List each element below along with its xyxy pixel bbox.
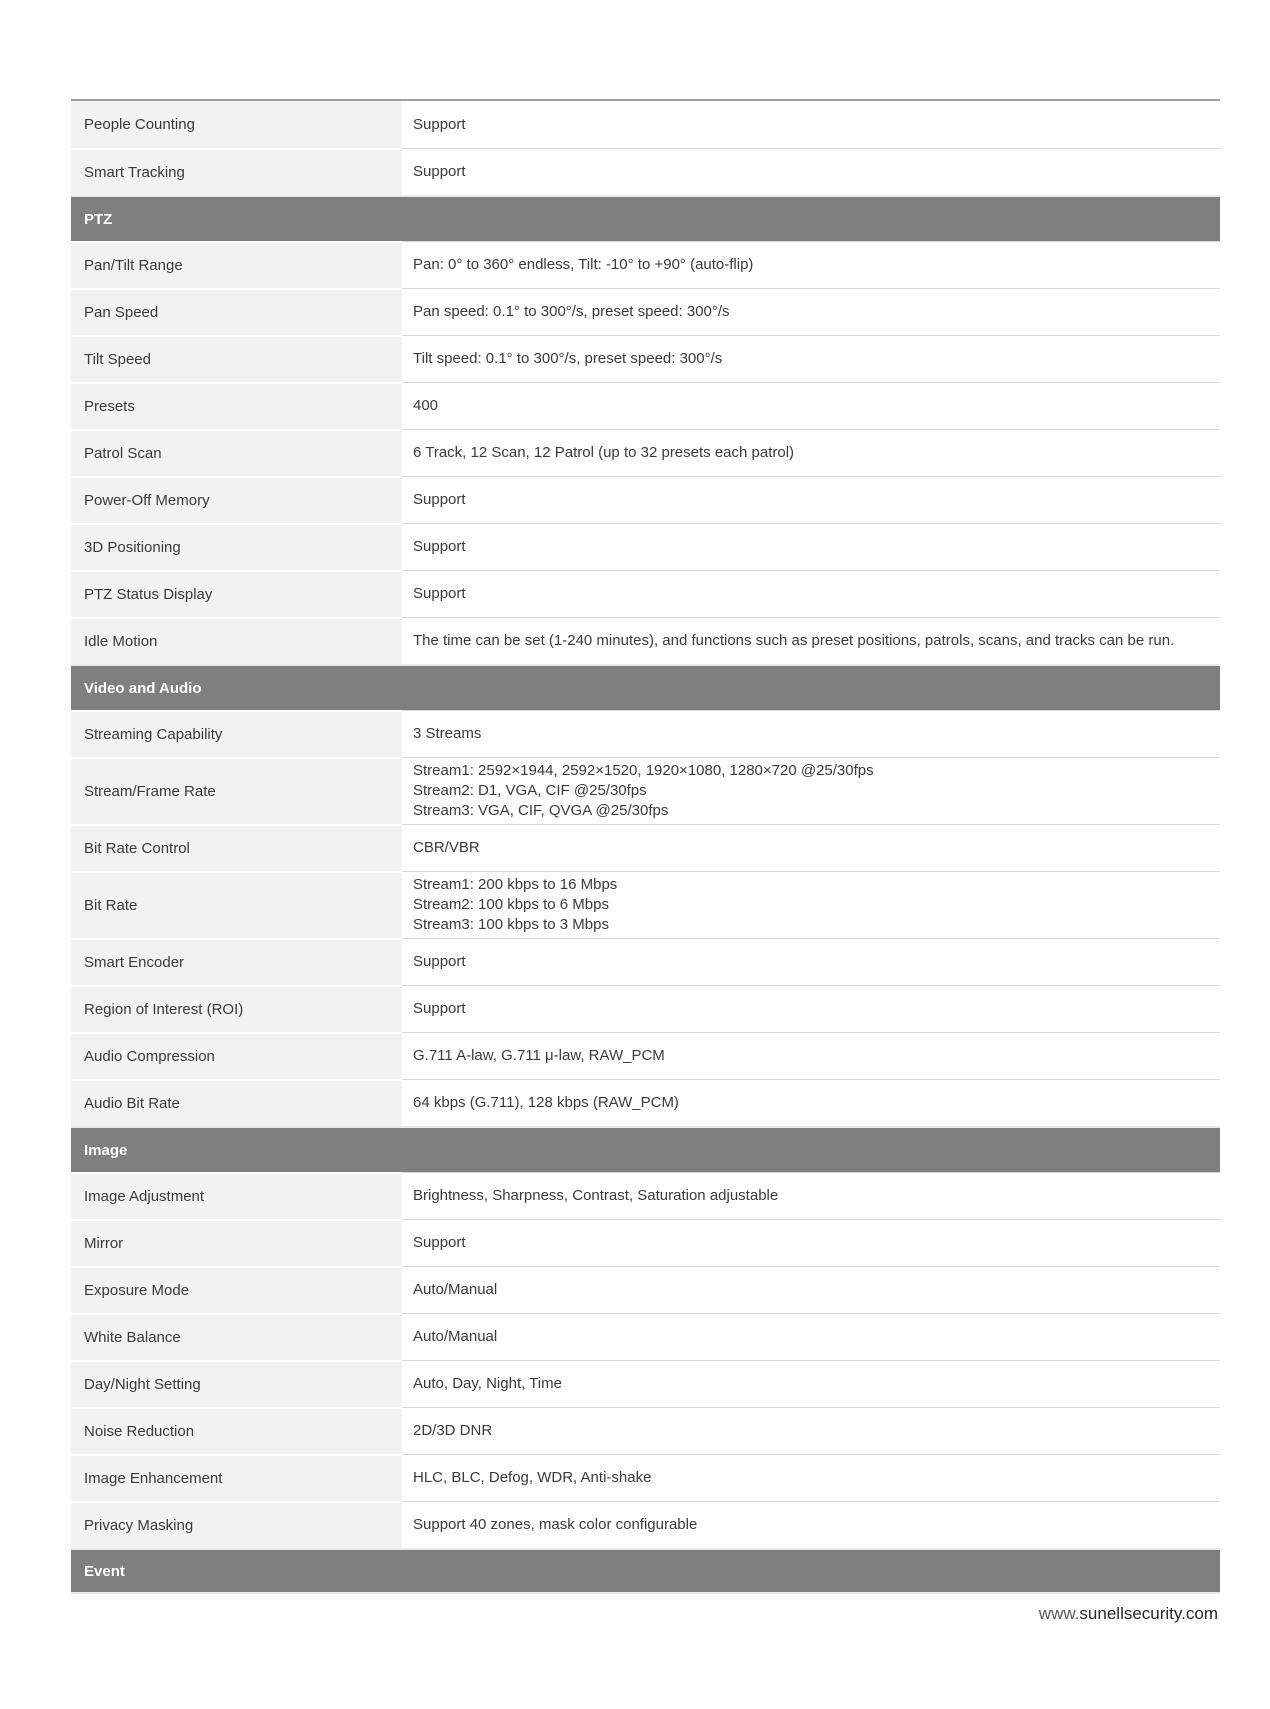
spec-value-line: Tilt speed: 0.1° to 300°/s, preset speed: 300°/s bbox=[413, 350, 723, 367]
spec-value-line: CBR/VBR bbox=[413, 839, 480, 856]
spec-row-value bbox=[402, 1501, 1220, 1548]
spec-row-value bbox=[402, 1407, 1220, 1454]
spec-value-line: Support bbox=[413, 1234, 466, 1251]
spec-value-line: Auto/Manual bbox=[413, 1281, 498, 1298]
section-header-label: PTZ bbox=[84, 210, 113, 228]
spec-row-label: Smart Tracking bbox=[71, 148, 402, 195]
spec-value-line: The time can be set (1-240 minutes), and functions such as preset positions, patrols, scans, and tracks can be run. bbox=[413, 632, 1175, 649]
spec-value-line: Support bbox=[413, 491, 466, 508]
spec-value-line: Support bbox=[413, 1000, 466, 1017]
spec-row-value bbox=[402, 382, 1220, 429]
spec-value-line: 3 Streams bbox=[413, 725, 482, 742]
spec-row-label: Image Adjustment bbox=[71, 1172, 402, 1219]
spec-row-value bbox=[402, 1360, 1220, 1407]
spec-value-line: Support bbox=[413, 585, 466, 602]
spec-value-line: 400 bbox=[413, 397, 439, 414]
spec-row-label: Day/Night Setting bbox=[71, 1360, 402, 1407]
spec-row-label: PTZ Status Display bbox=[71, 570, 402, 617]
spec-value-line: Pan: 0° to 360° endless, Tilt: -10° to +90° (auto-flip) bbox=[413, 256, 754, 273]
spec-value-line: Auto, Day, Night, Time bbox=[413, 1375, 562, 1392]
spec-row-region-of-interest-roi bbox=[71, 985, 1220, 1032]
spec-row-value bbox=[402, 824, 1220, 871]
spec-row-stream-frame-rate bbox=[71, 757, 1220, 824]
spec-row-label: Image Enhancement bbox=[71, 1454, 402, 1501]
spec-row-streaming-capability bbox=[71, 710, 1220, 757]
spec-value-line: Pan speed: 0.1° to 300°/s, preset speed: 300°/s bbox=[413, 303, 730, 320]
spec-row-value bbox=[402, 938, 1220, 985]
spec-value-line: Stream1: 200 kbps to 16 Mbps bbox=[413, 876, 618, 893]
spec-value-line: Stream2: 100 kbps to 6 Mbps bbox=[413, 896, 609, 913]
spec-value-line: Support bbox=[413, 115, 466, 133]
footer-url-domain: sunellsecurity.com bbox=[1079, 1604, 1218, 1623]
spec-row-label: Bit Rate Control bbox=[71, 824, 402, 871]
spec-row-tilt-speed bbox=[71, 335, 1220, 382]
spec-row-value bbox=[402, 288, 1220, 335]
spec-row-patrol-scan bbox=[71, 429, 1220, 476]
spec-row-audio-compression bbox=[71, 1032, 1220, 1079]
spec-row-label: Power-Off Memory bbox=[71, 476, 402, 523]
spec-row-value bbox=[402, 1266, 1220, 1313]
spec-row-smart-tracking bbox=[71, 148, 1220, 195]
spec-row-image-enhancement bbox=[71, 1454, 1220, 1501]
spec-value-line: 64 kbps (G.711), 128 kbps (RAW_PCM) bbox=[413, 1094, 679, 1111]
spec-row-label: Stream/Frame Rate bbox=[71, 757, 402, 824]
footer-url-prefix: www. bbox=[1038, 1604, 1080, 1623]
spec-value-line: HLC, BLC, Defog, WDR, Anti-shake bbox=[413, 1469, 652, 1486]
spec-row-label: Pan Speed bbox=[71, 288, 402, 335]
spec-row-label: Smart Encoder bbox=[71, 938, 402, 985]
spec-row-image-adjustment bbox=[71, 1172, 1220, 1219]
spec-value-line: Auto/Manual bbox=[413, 1328, 498, 1345]
spec-value-line: Support bbox=[413, 538, 466, 555]
spec-row-value bbox=[402, 985, 1220, 1032]
spec-row-value bbox=[402, 1313, 1220, 1360]
spec-value-line: Support 40 zones, mask color configurable bbox=[413, 1516, 698, 1533]
spec-row-bit-rate bbox=[71, 871, 1220, 938]
spec-row-value bbox=[402, 1079, 1220, 1126]
spec-row-label: Exposure Mode bbox=[71, 1266, 402, 1313]
spec-row-value bbox=[402, 570, 1220, 617]
spec-row-bit-rate-control bbox=[71, 824, 1220, 871]
spec-row-value bbox=[402, 1219, 1220, 1266]
spec-row-white-balance bbox=[71, 1313, 1220, 1360]
spec-row-idle-motion bbox=[71, 617, 1220, 664]
spec-row-label: Pan/Tilt Range bbox=[71, 241, 402, 288]
spec-row-value bbox=[402, 101, 1220, 148]
spec-row-smart-encoder bbox=[71, 938, 1220, 985]
section-header-label: Event bbox=[84, 1562, 125, 1580]
spec-value-line: Support bbox=[413, 163, 466, 180]
spec-table bbox=[71, 99, 1220, 1594]
spec-row-label: Bit Rate bbox=[71, 871, 402, 938]
spec-row-label: Mirror bbox=[71, 1219, 402, 1266]
spec-row-label: People Counting bbox=[71, 101, 402, 148]
spec-row-label: Idle Motion bbox=[71, 617, 402, 664]
footer bbox=[1039, 1603, 1218, 1625]
spec-row-noise-reduction bbox=[71, 1407, 1220, 1454]
spec-row-label: Presets bbox=[71, 382, 402, 429]
spec-value-line: Stream1: 2592×1944, 2592×1520, 1920×1080, 1280×720 @25/30fps bbox=[413, 762, 874, 779]
spec-row-privacy-masking bbox=[71, 1501, 1220, 1548]
spec-row-value bbox=[402, 1172, 1220, 1219]
section-header-event bbox=[71, 1548, 1220, 1594]
spec-row-ptz-status-display bbox=[71, 570, 1220, 617]
spec-row-day-night-setting bbox=[71, 1360, 1220, 1407]
spec-value-line: Stream2: D1, VGA, CIF @25/30fps bbox=[413, 782, 647, 799]
spec-row-people-counting bbox=[71, 101, 1220, 148]
section-header-video-and-audio bbox=[71, 664, 1220, 710]
spec-row-label: Privacy Masking bbox=[71, 1501, 402, 1548]
spec-value-line: Stream3: VGA, CIF, QVGA @25/30fps bbox=[413, 802, 669, 819]
spec-row-value bbox=[402, 476, 1220, 523]
spec-row-power-off-memory bbox=[71, 476, 1220, 523]
spec-row-value bbox=[402, 148, 1220, 195]
spec-row-label: Patrol Scan bbox=[71, 429, 402, 476]
spec-value-line: 6 Track, 12 Scan, 12 Patrol (up to 32 presets each patrol) bbox=[413, 444, 795, 461]
section-header-ptz bbox=[71, 195, 1220, 241]
spec-row-presets bbox=[71, 382, 1220, 429]
section-header-label: Image bbox=[84, 1141, 128, 1159]
spec-value-line: G.711 A-law, G.711 μ-law, RAW_PCM bbox=[413, 1047, 665, 1064]
spec-row-audio-bit-rate bbox=[71, 1079, 1220, 1126]
spec-value-line: Brightness, Sharpness, Contrast, Saturation adjustable bbox=[413, 1187, 779, 1204]
spec-row-label: White Balance bbox=[71, 1313, 402, 1360]
section-header-label: Video and Audio bbox=[84, 679, 202, 697]
spec-row-exposure-mode bbox=[71, 1266, 1220, 1313]
spec-row-label: Region of Interest (ROI) bbox=[71, 985, 402, 1032]
spec-row-label: Noise Reduction bbox=[71, 1407, 402, 1454]
spec-row-pan-speed bbox=[71, 288, 1220, 335]
spec-row-label: Streaming Capability bbox=[71, 710, 402, 757]
spec-row-value bbox=[402, 1454, 1220, 1501]
spec-row-value bbox=[402, 1032, 1220, 1079]
spec-row-value bbox=[402, 871, 1220, 938]
spec-row-value bbox=[402, 241, 1220, 288]
spec-value-line: Stream3: 100 kbps to 3 Mbps bbox=[413, 916, 609, 933]
spec-row-3d-positioning bbox=[71, 523, 1220, 570]
spec-row-value bbox=[402, 710, 1220, 757]
spec-row-label: 3D Positioning bbox=[71, 523, 402, 570]
spec-row-value bbox=[402, 335, 1220, 382]
spec-row-value bbox=[402, 523, 1220, 570]
section-header-image bbox=[71, 1126, 1220, 1172]
spec-row-mirror bbox=[71, 1219, 1220, 1266]
spec-row-value bbox=[402, 757, 1220, 824]
spec-row-label: Tilt Speed bbox=[71, 335, 402, 382]
spec-row-label: Audio Bit Rate bbox=[71, 1079, 402, 1126]
spec-row-value bbox=[402, 429, 1220, 476]
spec-row-label: Audio Compression bbox=[71, 1032, 402, 1079]
spec-value-line: 2D/3D DNR bbox=[413, 1422, 493, 1439]
spec-row-pan-tilt-range bbox=[71, 241, 1220, 288]
spec-row-value bbox=[402, 617, 1220, 664]
spec-value-line: Support bbox=[413, 953, 466, 970]
